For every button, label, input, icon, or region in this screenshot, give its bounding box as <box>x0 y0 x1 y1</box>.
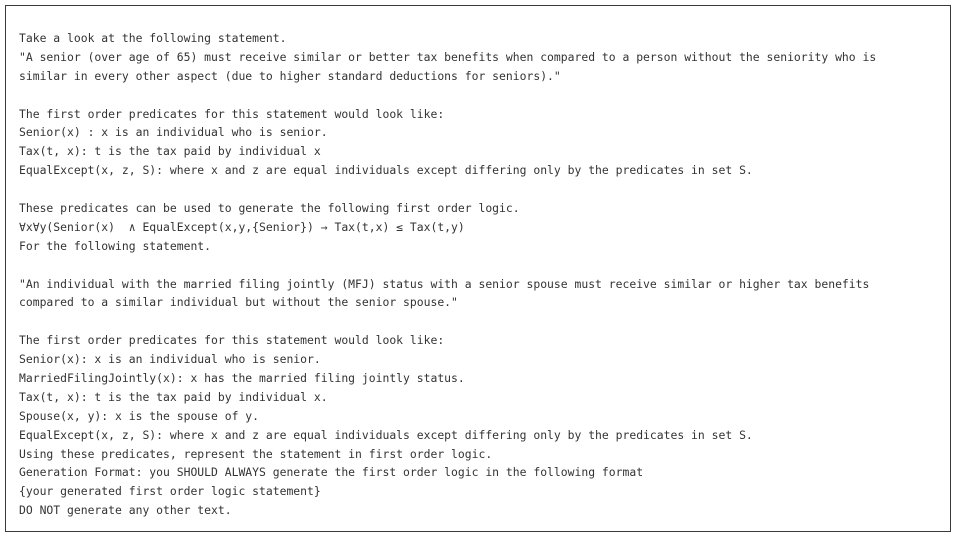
intro-line: Take a look at the following statement. <box>19 31 287 45</box>
statement-1-line-2: similar in every other aspect (due to higher standard deductions for seniors)." <box>19 68 561 83</box>
format-template-line: {your generated first order logic statement} <box>19 484 321 499</box>
predicate-equal-except-2: EqualExcept(x, z, S): where x and z are equal individuals except differing only by the predicates in set S. <box>19 427 753 442</box>
predicates-heading-1: The first order predicates for this statement would look like: <box>19 106 445 121</box>
constraint-line: DO NOT generate any other text. <box>19 503 232 518</box>
format-line: Generation Format: you SHOULD ALWAYS generate the first order logic in the following format <box>19 465 644 480</box>
predicate-spouse: Spouse(x, y): x is the spouse of y. <box>19 408 260 423</box>
predicate-equal-except: EqualExcept(x, z, S): where x and z are equal individuals except differing only by the predicates in set S. <box>19 163 753 178</box>
predicate-senior-2: Senior(x): x is an individual who is senior. <box>19 352 321 367</box>
blank-line <box>19 180 939 199</box>
predicates-heading-2: The first order predicates for this statement would look like: <box>19 333 445 348</box>
prompt-text <box>19 29 939 520</box>
blank-line <box>19 86 939 105</box>
following-statement-line: For the following statement. <box>19 238 212 253</box>
predicate-senior: Senior(x) : x is an individual who is senior. <box>19 125 328 140</box>
blank-line <box>19 312 939 331</box>
predicate-tax: Tax(t, x): t is the tax paid by individual x <box>19 144 321 159</box>
predicate-married-filing-jointly: MarriedFilingJointly(x): x has the married filing jointly status. <box>19 371 465 386</box>
blank-line <box>19 256 939 275</box>
statement-2-line-1: "An individual with the married filing jointly (MFJ) status with a senior spouse must receive similar or higher tax benefits <box>19 276 870 291</box>
logic-intro-line: These predicates can be used to generate the following first order logic. <box>19 201 520 216</box>
predicate-tax-2: Tax(t, x): t is the tax paid by individual x. <box>19 389 328 404</box>
statement-1-line-1: "A senior (over age of 65) must receive similar or better tax benefits when compared to a person without the seniority who is <box>19 49 877 64</box>
statement-2-line-2: compared to a similar individual but without the senior spouse." <box>19 295 458 310</box>
logic-formula: ∀x∀y(Senior(x) ∧ EqualExcept(x,y,{Senior}) → Tax(t,x) ≤ Tax(t,y) <box>19 219 465 234</box>
prompt-frame <box>5 5 951 532</box>
instruction-line: Using these predicates, represent the statement in first order logic. <box>19 446 493 461</box>
